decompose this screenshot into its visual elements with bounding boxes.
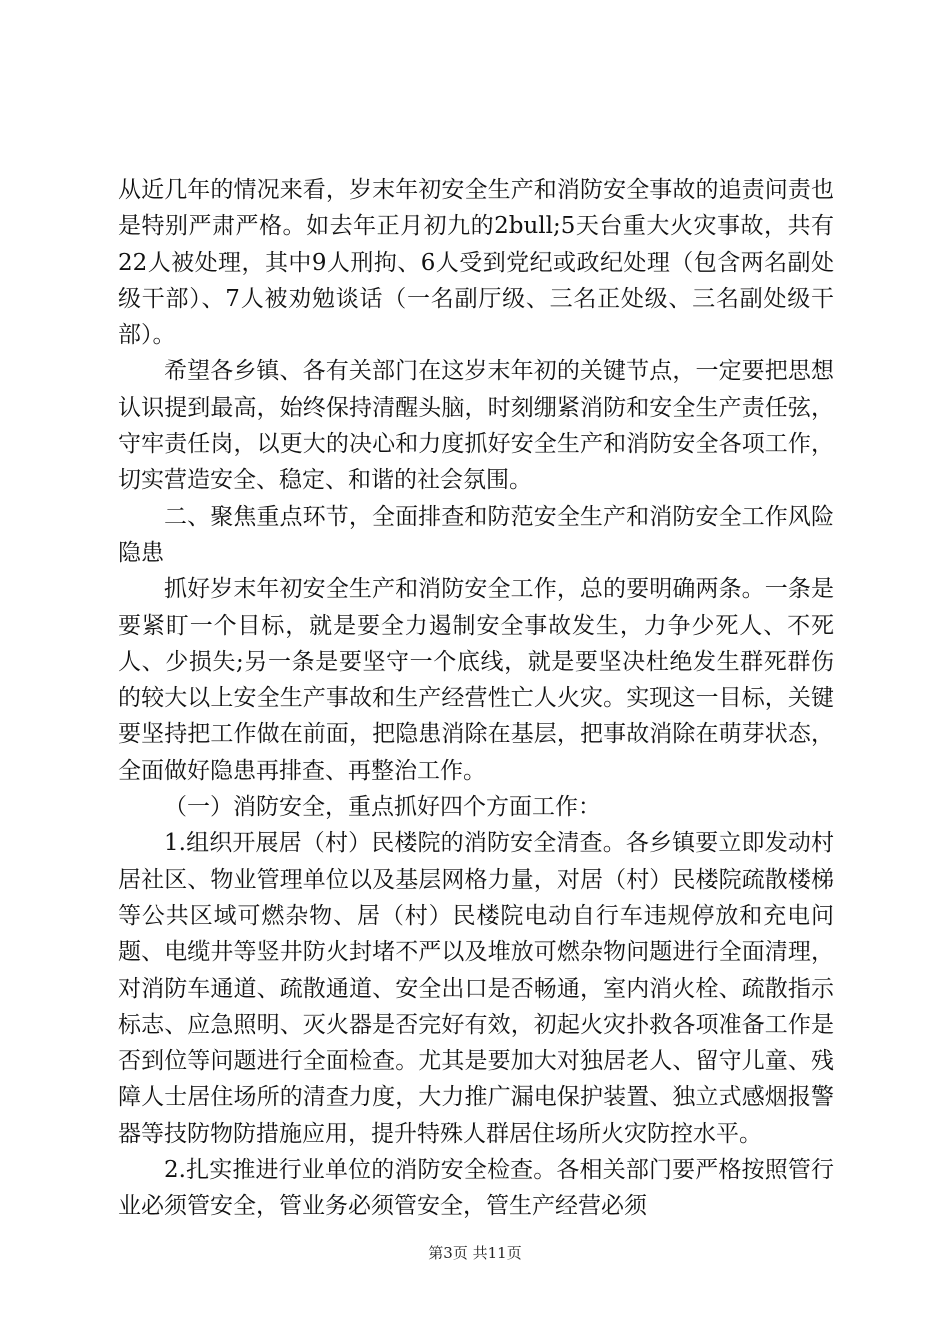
subsection-heading-1: （一）消防安全，重点抓好四个方面工作：	[164, 794, 601, 821]
paragraph-4: 抓好岁末年初安全生产和消防安全工作，总的要明确两条。一条是要紧盯一个目标，就是要全力遏制安全事故发生，力争少死人、不死人、少损失;另一条是要坚守一个底线，就是要坚决杜绝发生群死群伤的较大以上安全生产事故和生产经营性亡人火灾。实现这一目标，关键要坚持把工作做在前面，把隐患消除在基层，把事故消除在萌芽状态，全面做好隐患再排查、再整治工作。	[118, 576, 834, 784]
paragraph-6: 1.组织开展居（村）民楼院的消防安全清查。各乡镇要立即发动村居社区、物业管理单位以及基层网格力量，对居（村）民楼院疏散楼梯等公共区域可燃杂物、居（村）民楼院电动自行车违规停放和充电问题、电缆井等竖井防火封堵不严以及堆放可燃杂物问题进行全面清理，对消防车通道、疏散通道、安全出口是否畅通，室内消火栓、疏散指示标志、应急照明、灭火器是否完好有效，初起火灾扑救各项准备工作是否到位等问题进行全面检查。尤其是要加大对独居老人、留守儿童、残障人士居住场所的清查力度，大力推广漏电保护装置、独立式感烟报警器等技防物防措施应用，提升特殊人群居住场所火灾防控水平。	[118, 830, 834, 1147]
page-footer: 第3页 共11页	[428, 1244, 522, 1262]
section-heading-2: 二、聚焦重点环节，全面排查和防范安全生产和消防安全工作风险隐患	[118, 503, 834, 566]
paragraph-1: 从近几年的情况来看，岁末年初安全生产和消防安全事故的追责问责也是特别严肃严格。如去年正月初九的2bull;5天台重大火灾事故，共有22人被处理，其中9人刑拘、6人受到党纪或政纪处理（包含两名副处级干部）、7人被劝勉谈话（一名副厅级、三名正处级、三名副处级干部）。	[118, 177, 834, 349]
paragraph-7: 2.扎实推进行业单位的消防安全检查。各相关部门要严格按照管行业必须管安全，管业务必须管安全，管生产经营必须	[118, 1157, 834, 1220]
paragraph-2: 希望各乡镇、各有关部门在这岁末年初的关键节点，一定要把思想认识提到最高，始终保持清醒头脑，时刻绷紧消防和安全生产责任弦，守牢责任岗，以更大的决心和力度抓好安全生产和消防安全各项工作，切实营造安全、稳定、和谐的社会氛围。	[118, 358, 834, 494]
document-body	[118, 172, 834, 1225]
